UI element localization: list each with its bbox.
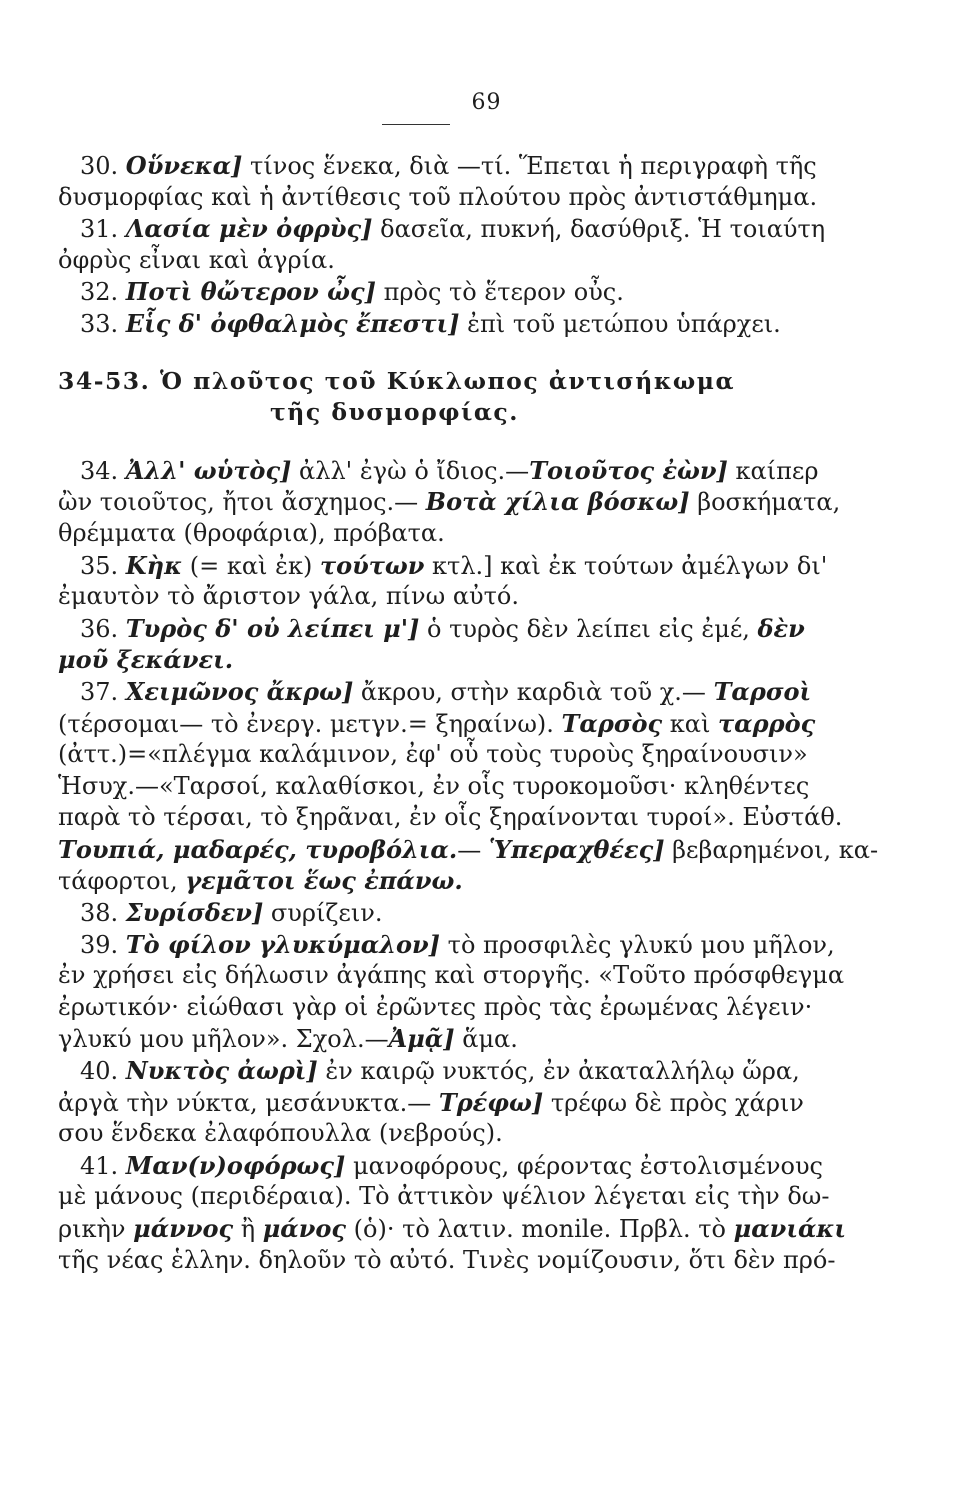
text-line: 38. Συρίσδεν] συρίζειν.	[80, 898, 383, 928]
text-line: ρικὴν μάννος ἢ μάνος (ὁ)· τὸ λατιν. monile. Πρβλ. τὸ μανιάκι	[58, 1214, 847, 1243]
text-line: σου ἕνδεκα ἐλαφόπουλλα (νεβρούς).	[58, 1119, 503, 1148]
text-line: παρὰ τὸ τέρσαι, τὸ ξηρᾶναι, ἐν οἷς ξηραίνονται τυροί». Εὐστάθ.	[58, 803, 843, 832]
section-heading: 34-53. Ὁ πλοῦτος τοῦ Κύκλωπος ἀντισήκωμα	[58, 366, 736, 395]
text-line: ὢν τοιοῦτος, ἤτοι ἄσχημος.— Βοτὰ χίλια βόσκω] βοσκήματα,	[58, 487, 841, 517]
text-line: (τέρσομαι— τὸ ἐνεργ. μετγν.= ξηραίνω). Ταρσὸς καὶ ταρρὸς	[58, 708, 816, 738]
text-line: μὲ μάνους (περιδέραια). Τὸ ἀττικὸν ψέλιον λέγεται εἰς τὴν δω-	[58, 1182, 830, 1211]
text-line: ὀφρὺς εἶναι καὶ ἀγρία.	[58, 245, 335, 274]
text-line: 31. Λασία μὲν ὀφρὺς] δασεῖα, πυκνή, δασύθριξ. Ἡ τοιαύτη	[80, 214, 826, 244]
commentary-text	[58, 150, 879, 1276]
page-number-rule	[382, 124, 450, 125]
text-line: 37. Χειμῶνος ἄκρω] ἄκρου, στὴν καρδιὰ τοῦ χ.— Ταρσοὶ	[80, 676, 812, 706]
text-line: 30. Οὕνεκα] τίνος ἕνεκα, διὰ —τί. Ἕπεται ἡ περιγραφὴ τῆς	[80, 151, 817, 180]
text-line: 36. Τυρὸς δ' οὐ λείπει μ'] ὁ τυρὸς δὲν λείπει εἰς ἐμέ, δὲν	[80, 613, 805, 643]
text-line: Ἡσυχ.—«Ταρσοί, καλαθίσκοι, ἐν οἷς τυροκομοῦσι· κληθέντες	[58, 771, 810, 800]
text-line: ἐμαυτὸν τὸ ἄριστον γάλα, πίνω αὐτό.	[58, 582, 519, 611]
page-number: 69	[471, 90, 502, 115]
text-line: μοῦ ξεκάνει.	[58, 645, 234, 675]
text-line: θρέμματα (θροφάρια), πρόβατα.	[58, 518, 445, 547]
section-heading-cont: τῆς δυσμορφίας.	[270, 398, 519, 427]
text-line: 33. Εἷς δ' ὀφθαλμὸς ἔπεστι] ἐπὶ τοῦ μετώπου ὑπάρχει.	[80, 308, 781, 338]
text-line: 40. Νυκτὸς ἀωρὶ] ἐν καιρῷ νυκτός, ἐν ἀκαταλλήλῳ ὥρα,	[80, 1056, 800, 1086]
text-line: 41. Μαν(ν)οφόρως] μανοφόρους, φέροντας ἐστολισμένους	[80, 1150, 823, 1180]
text-line: ἀργὰ τὴν νύκτα, μεσάνυκτα.— Τρέφω] τρέφω δὲ πρὸς χάριν	[58, 1087, 804, 1117]
text-line: ἐν χρήσει εἰς δήλωσιν ἀγάπης καὶ στοργῆς. «Τοῦτο πρόσφθεγμα	[58, 961, 845, 990]
text-line: 34. Ἀλλ' ωὑτὸς] ἀλλ' ἐγὼ ὁ ἴδιος.—Τοιοῦτος ἐὼν] καίπερ	[80, 455, 819, 485]
text-line: 35. Κὴκ (= καὶ ἐκ) τούτων κτλ.] καὶ ἐκ τούτων ἀμέλγων δι'	[80, 550, 828, 580]
text-line: τάφορτοι, γεμᾶτοι ἕως ἐπάνω.	[58, 866, 463, 896]
text-line: 39. Τὸ φίλον γλυκύμαλον] τὸ προσφιλὲς γλυκύ μου μῆλον,	[80, 929, 835, 959]
text-line: (ἀττ.)=«πλέγμα καλάμινον, ἐφ' οὗ τοὺς τυροὺς ξηραίνουσιν»	[58, 740, 808, 769]
text-line: τῆς νέας ἑλλην. δηλοῦν τὸ αὐτό. Τινὲς νομίζουσιν, ὅτι δὲν πρό-	[58, 1245, 836, 1274]
text-line: Τουπιά, μαδαρές, τυροβόλια.— Ὑπεραχθέες] βεβαρημένοι, κα-	[58, 834, 879, 864]
text-line: δυσμορφίας καὶ ἡ ἀντίθεσις τοῦ πλούτου πρὸς ἀντιστάθμημα.	[58, 182, 818, 211]
text-line: 32. Ποτὶ θὤτερον ὦς] πρὸς τὸ ἕτερον οὖς.	[80, 277, 624, 307]
text-line: ἐρωτικόν· εἰώθασι γὰρ οἱ ἐρῶντες πρὸς τὰς ἐρωμένας λέγειν·	[58, 992, 813, 1021]
text-line: γλυκύ μου μῆλον». Σχολ.—Ἀμᾷ] ἅμα.	[58, 1024, 518, 1054]
